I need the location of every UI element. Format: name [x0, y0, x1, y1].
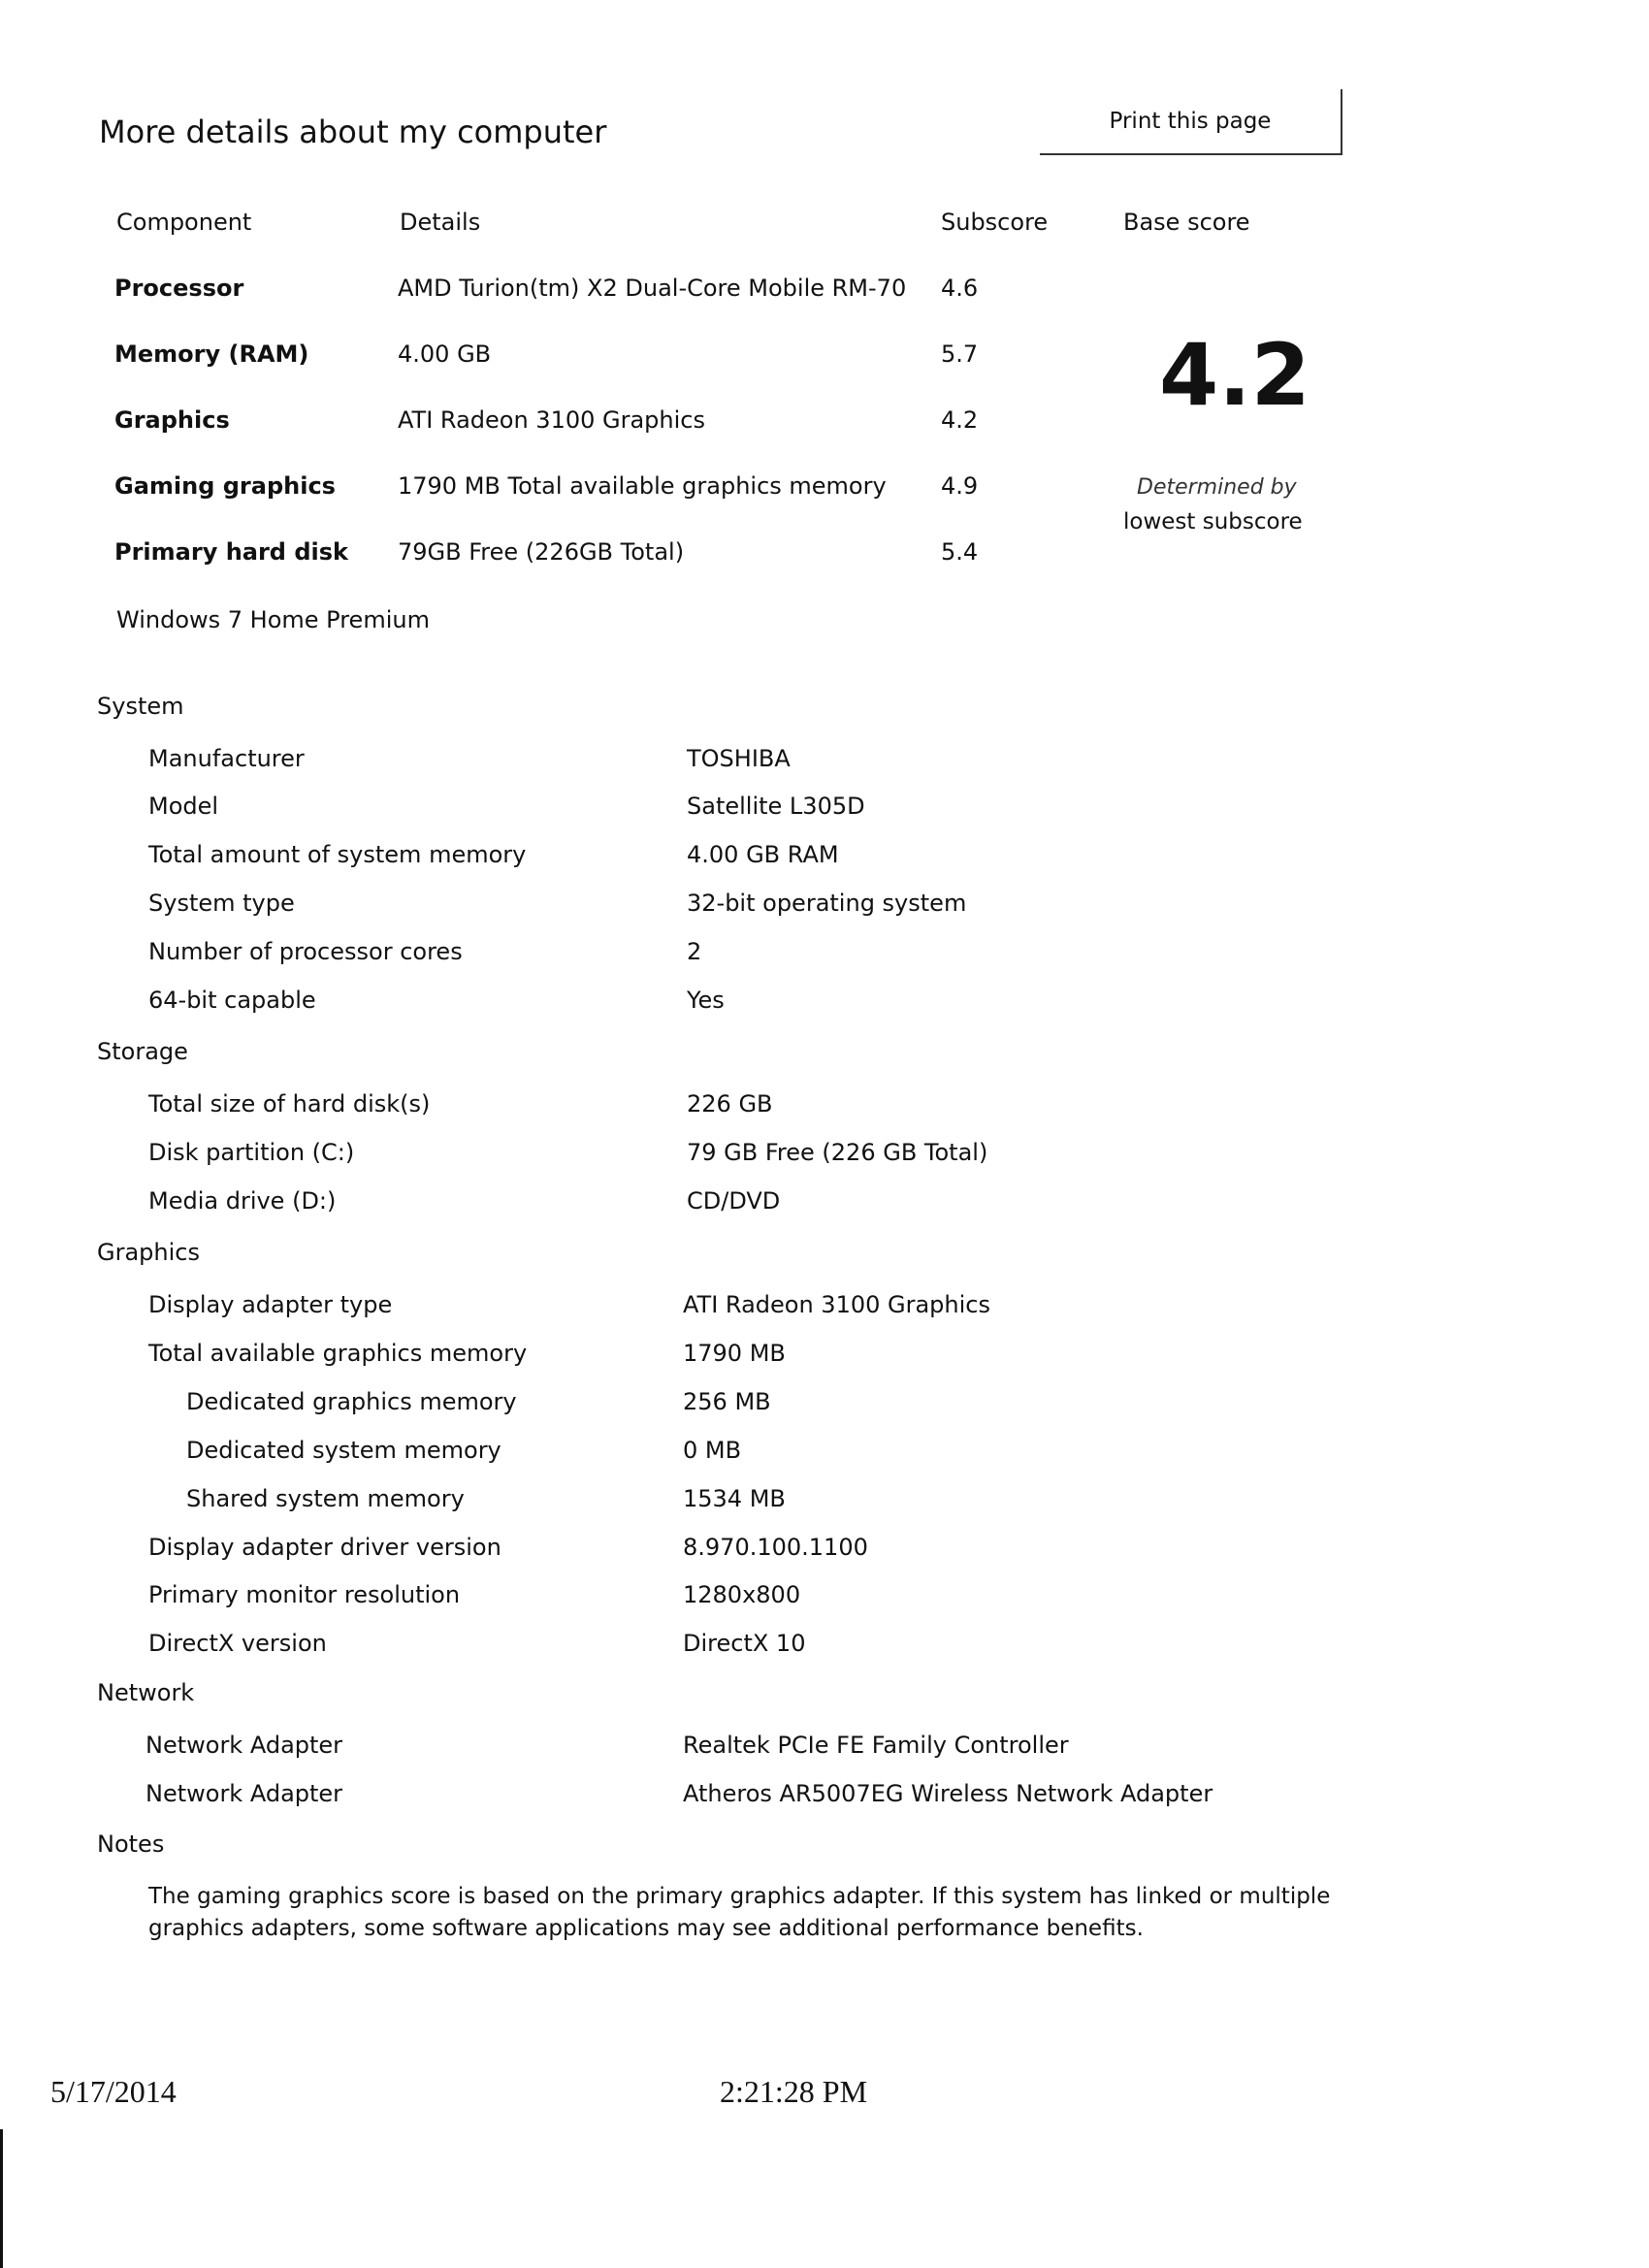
notes-line-2: graphics adapters, some software applications may see additional performance benefits. — [148, 1916, 1144, 1941]
subscore-processor: 4.6 — [941, 275, 979, 302]
storage-value-media: CD/DVD — [687, 1187, 781, 1215]
details-processor: AMD Turion(tm) X2 Dual-Core Mobile RM-70 — [398, 275, 907, 302]
system-label-memory: Total amount of system memory — [148, 841, 527, 868]
system-label-model: Model — [148, 793, 219, 820]
graphics-value-resolution: 1280x800 — [683, 1581, 801, 1608]
graphics-label-adapter: Display adapter type — [148, 1291, 393, 1318]
print-time: 2:21:28 PM — [720, 2074, 868, 2109]
header-base-score: Base score — [1123, 209, 1250, 236]
page-title: More details about my computer — [99, 113, 607, 150]
subscore-gaming-graphics: 4.9 — [941, 472, 979, 500]
system-label-manufacturer: Manufacturer — [148, 745, 305, 772]
graphics-value-shared: 1534 MB — [683, 1485, 786, 1512]
graphics-value-directx: DirectX 10 — [683, 1630, 806, 1657]
graphics-label-driver: Display adapter driver version — [148, 1534, 501, 1561]
system-label-cores: Number of processor cores — [148, 938, 463, 965]
network-value-adapter-1: Realtek PCIe FE Family Controller — [683, 1732, 1069, 1759]
subscore-hard-disk: 5.4 — [941, 538, 979, 566]
system-value-cores: 2 — [687, 938, 702, 965]
section-notes: Notes — [97, 1831, 165, 1858]
network-value-adapter-2: Atheros AR5007EG Wireless Network Adapter — [683, 1780, 1213, 1807]
graphics-value-adapter: ATI Radeon 3100 Graphics — [683, 1291, 990, 1318]
graphics-value-dedicated-system: 0 MB — [683, 1437, 742, 1464]
details-gaming-graphics: 1790 MB Total available graphics memory — [398, 472, 887, 500]
graphics-label-total-memory: Total available graphics memory — [148, 1340, 528, 1367]
graphics-value-total-memory: 1790 MB — [683, 1340, 786, 1367]
system-value-model: Satellite L305D — [687, 793, 865, 820]
storage-label-partition: Disk partition (C:) — [148, 1139, 355, 1166]
system-label-64bit: 64-bit capable — [148, 987, 316, 1014]
details-graphics: ATI Radeon 3100 Graphics — [398, 406, 705, 434]
graphics-label-dedicated-system: Dedicated system memory — [186, 1437, 501, 1464]
section-network: Network — [97, 1679, 195, 1706]
section-graphics: Graphics — [97, 1239, 200, 1266]
graphics-value-dedicated-graphics: 256 MB — [683, 1388, 771, 1415]
storage-value-partition: 79 GB Free (226 GB Total) — [687, 1139, 988, 1166]
graphics-label-resolution: Primary monitor resolution — [148, 1581, 461, 1608]
header-details: Details — [400, 209, 481, 236]
lowest-subscore-label: lowest subscore — [1123, 509, 1303, 535]
system-value-type: 32-bit operating system — [687, 890, 967, 917]
graphics-label-directx: DirectX version — [148, 1630, 327, 1657]
details-memory: 4.00 GB — [398, 340, 492, 368]
os-edition: Windows 7 Home Premium — [116, 606, 430, 633]
storage-label-total: Total size of hard disk(s) — [148, 1090, 431, 1118]
scan-edge-mark — [0, 2129, 3, 2268]
network-label-adapter-1: Network Adapter — [146, 1732, 343, 1759]
storage-label-media: Media drive (D:) — [148, 1187, 337, 1215]
print-date: 5/17/2014 — [50, 2074, 177, 2109]
storage-value-total: 226 GB — [687, 1090, 773, 1118]
component-processor: Processor — [114, 275, 244, 302]
header-subscore: Subscore — [941, 209, 1049, 236]
determined-by-label: Determined by — [1137, 475, 1297, 500]
system-value-memory: 4.00 GB RAM — [687, 841, 839, 868]
subscore-graphics: 4.2 — [941, 406, 979, 434]
network-label-adapter-2: Network Adapter — [146, 1780, 343, 1807]
system-value-64bit: Yes — [687, 987, 725, 1014]
component-gaming-graphics: Gaming graphics — [114, 472, 336, 500]
graphics-label-shared: Shared system memory — [186, 1485, 465, 1512]
details-hard-disk: 79GB Free (226GB Total) — [398, 538, 685, 566]
graphics-value-driver: 8.970.100.1100 — [683, 1534, 868, 1561]
component-hard-disk: Primary hard disk — [114, 538, 348, 566]
section-storage: Storage — [97, 1038, 188, 1065]
system-label-type: System type — [148, 890, 295, 917]
section-system: System — [97, 693, 184, 720]
system-value-manufacturer: TOSHIBA — [687, 745, 791, 772]
subscore-memory: 5.7 — [941, 340, 979, 368]
print-page-button[interactable]: Print this page — [1040, 89, 1342, 155]
graphics-label-dedicated-graphics: Dedicated graphics memory — [186, 1388, 517, 1415]
base-score-value: 4.2 — [1159, 325, 1310, 425]
notes-line-1: The gaming graphics score is based on the primary graphics adapter. If this system has linked or multiple — [148, 1884, 1331, 1909]
header-component: Component — [116, 209, 252, 236]
component-graphics: Graphics — [114, 406, 230, 434]
component-memory: Memory (RAM) — [114, 340, 309, 368]
